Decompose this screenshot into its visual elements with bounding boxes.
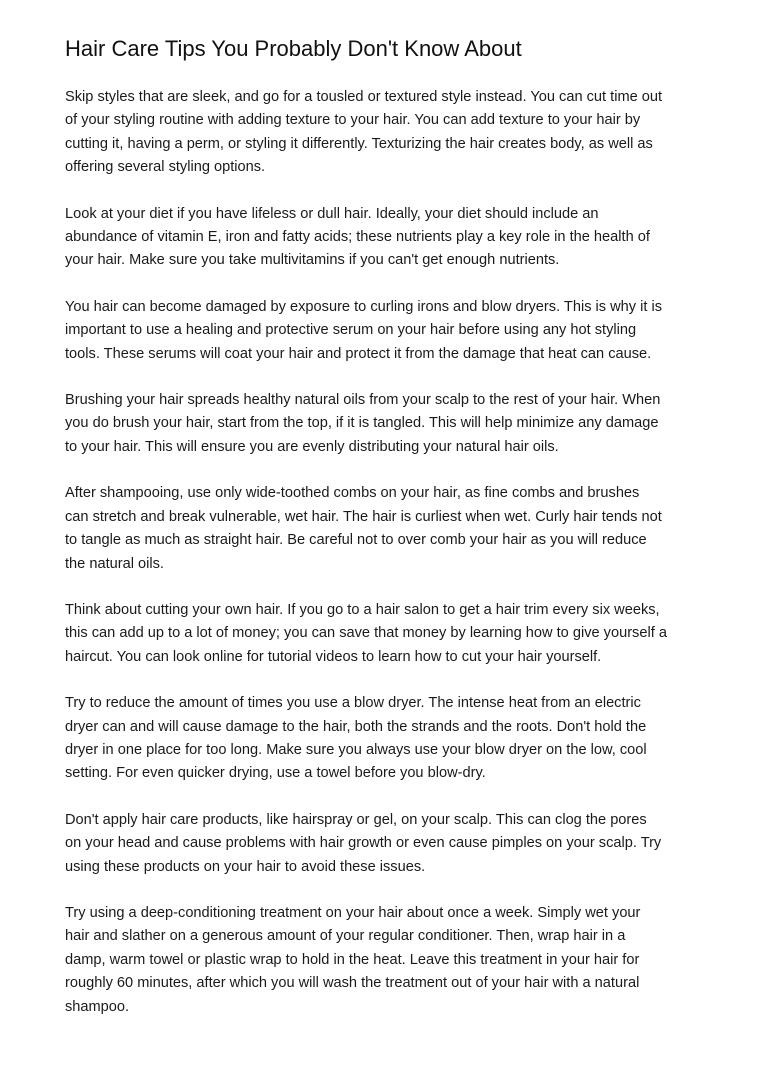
paragraph-line: Try using a deep-conditioning treatment on your hair about once a week. Simply wet your (65, 904, 641, 921)
paragraph-line: important to use a healing and protective serum on your hair before using any hot styling (65, 322, 637, 339)
paragraph-line: this can add up to a lot of money; you can save that money by learning how to give yourself a (65, 625, 667, 642)
paragraph-line: to tangle as much as straight hair. Be careful not to over comb your hair as you will reduce (65, 532, 647, 549)
paragraph-line: of your styling routine with adding texture to your hair. You can add texture to your hair by (65, 112, 641, 129)
paragraph-line: Don't apply hair care products, like hairspray or gel, on your scalp. This can clog the pores (65, 811, 647, 828)
paragraph (65, 692, 715, 786)
document-page (65, 34, 715, 1042)
paragraph-line: cutting it, having a perm, or styling it differently. Texturizing the hair creates body, as well as (65, 135, 653, 152)
paragraph-line: your hair. Make sure you take multivitamins if you can't get enough nutrients. (65, 252, 560, 269)
paragraph-line: Brushing your hair spreads healthy natural oils from your scalp to the rest of your hair. When (65, 392, 661, 409)
paragraph-line: Think about cutting your own hair. If you go to a hair salon to get a hair trim every six weeks, (65, 601, 660, 618)
document-body (65, 86, 715, 1019)
paragraph-line: Try to reduce the amount of times you use a blow dryer. The intense heat from an electric (65, 695, 641, 712)
paragraph (65, 296, 715, 366)
paragraph (65, 902, 715, 1019)
paragraph-line: hair and slather on a generous amount of your regular conditioner. Then, wrap hair in a (65, 928, 626, 945)
paragraph-line: can stretch and break vulnerable, wet hair. The hair is curliest when wet. Curly hair tends not (65, 508, 662, 525)
paragraph-line: setting. For even quicker drying, use a towel before you blow-dry. (65, 765, 486, 782)
paragraph-line: using these products on your hair to avoid these issues. (65, 858, 426, 875)
paragraph (65, 86, 715, 180)
page-title: Hair Care Tips You Probably Don't Know About (65, 36, 522, 61)
paragraph-line: Skip styles that are sleek, and go for a tousled or textured style instead. You can cut time out (65, 89, 663, 105)
paragraph (65, 809, 715, 879)
paragraph (65, 482, 715, 576)
paragraph-line: the natural oils. (65, 555, 164, 572)
paragraph-line: you do brush your hair, start from the top, if it is tangled. This will help minimize any damage (65, 415, 659, 432)
paragraph-line: Look at your diet if you have lifeless or dull hair. Ideally, your diet should include an (65, 205, 599, 222)
paragraph-line: dryer can and will cause damage to the hair, both the strands and the roots. Don't hold the (65, 718, 647, 735)
paragraph-line: After shampooing, use only wide-toothed combs on your hair, as fine combs and brushes (65, 485, 640, 502)
paragraph-line: abundance of vitamin E, iron and fatty acids; these nutrients play a key role in the health of (65, 229, 650, 246)
paragraph-line: haircut. You can look online for tutorial videos to learn how to cut your hair yourself. (65, 648, 602, 665)
paragraph-line: offering several styling options. (65, 159, 266, 176)
paragraph (65, 389, 715, 459)
paragraph-line: roughly 60 minutes, after which you will wash the treatment out of your hair with a natural (65, 975, 640, 992)
paragraph-line: tools. These serums will coat your hair and protect it from the damage that heat can cause. (65, 345, 652, 362)
paragraph-line: shampoo. (65, 998, 130, 1015)
paragraph (65, 599, 715, 669)
paragraph-line: on your head and cause problems with hair growth or even cause pimples on your scalp. Try (65, 835, 662, 852)
paragraph-line: to your hair. This will ensure you are evenly distributing your natural hair oils. (65, 438, 559, 455)
paragraph (65, 203, 715, 273)
paragraph-line: dryer in one place for too long. Make sure you always use your blow dryer on the low, cool (65, 741, 647, 758)
paragraph-line: damp, warm towel or plastic wrap to hold in the heat. Leave this treatment in your hair for (65, 951, 640, 968)
paragraph-line: You hair can become damaged by exposure to curling irons and blow dryers. This is why it is (65, 298, 663, 315)
